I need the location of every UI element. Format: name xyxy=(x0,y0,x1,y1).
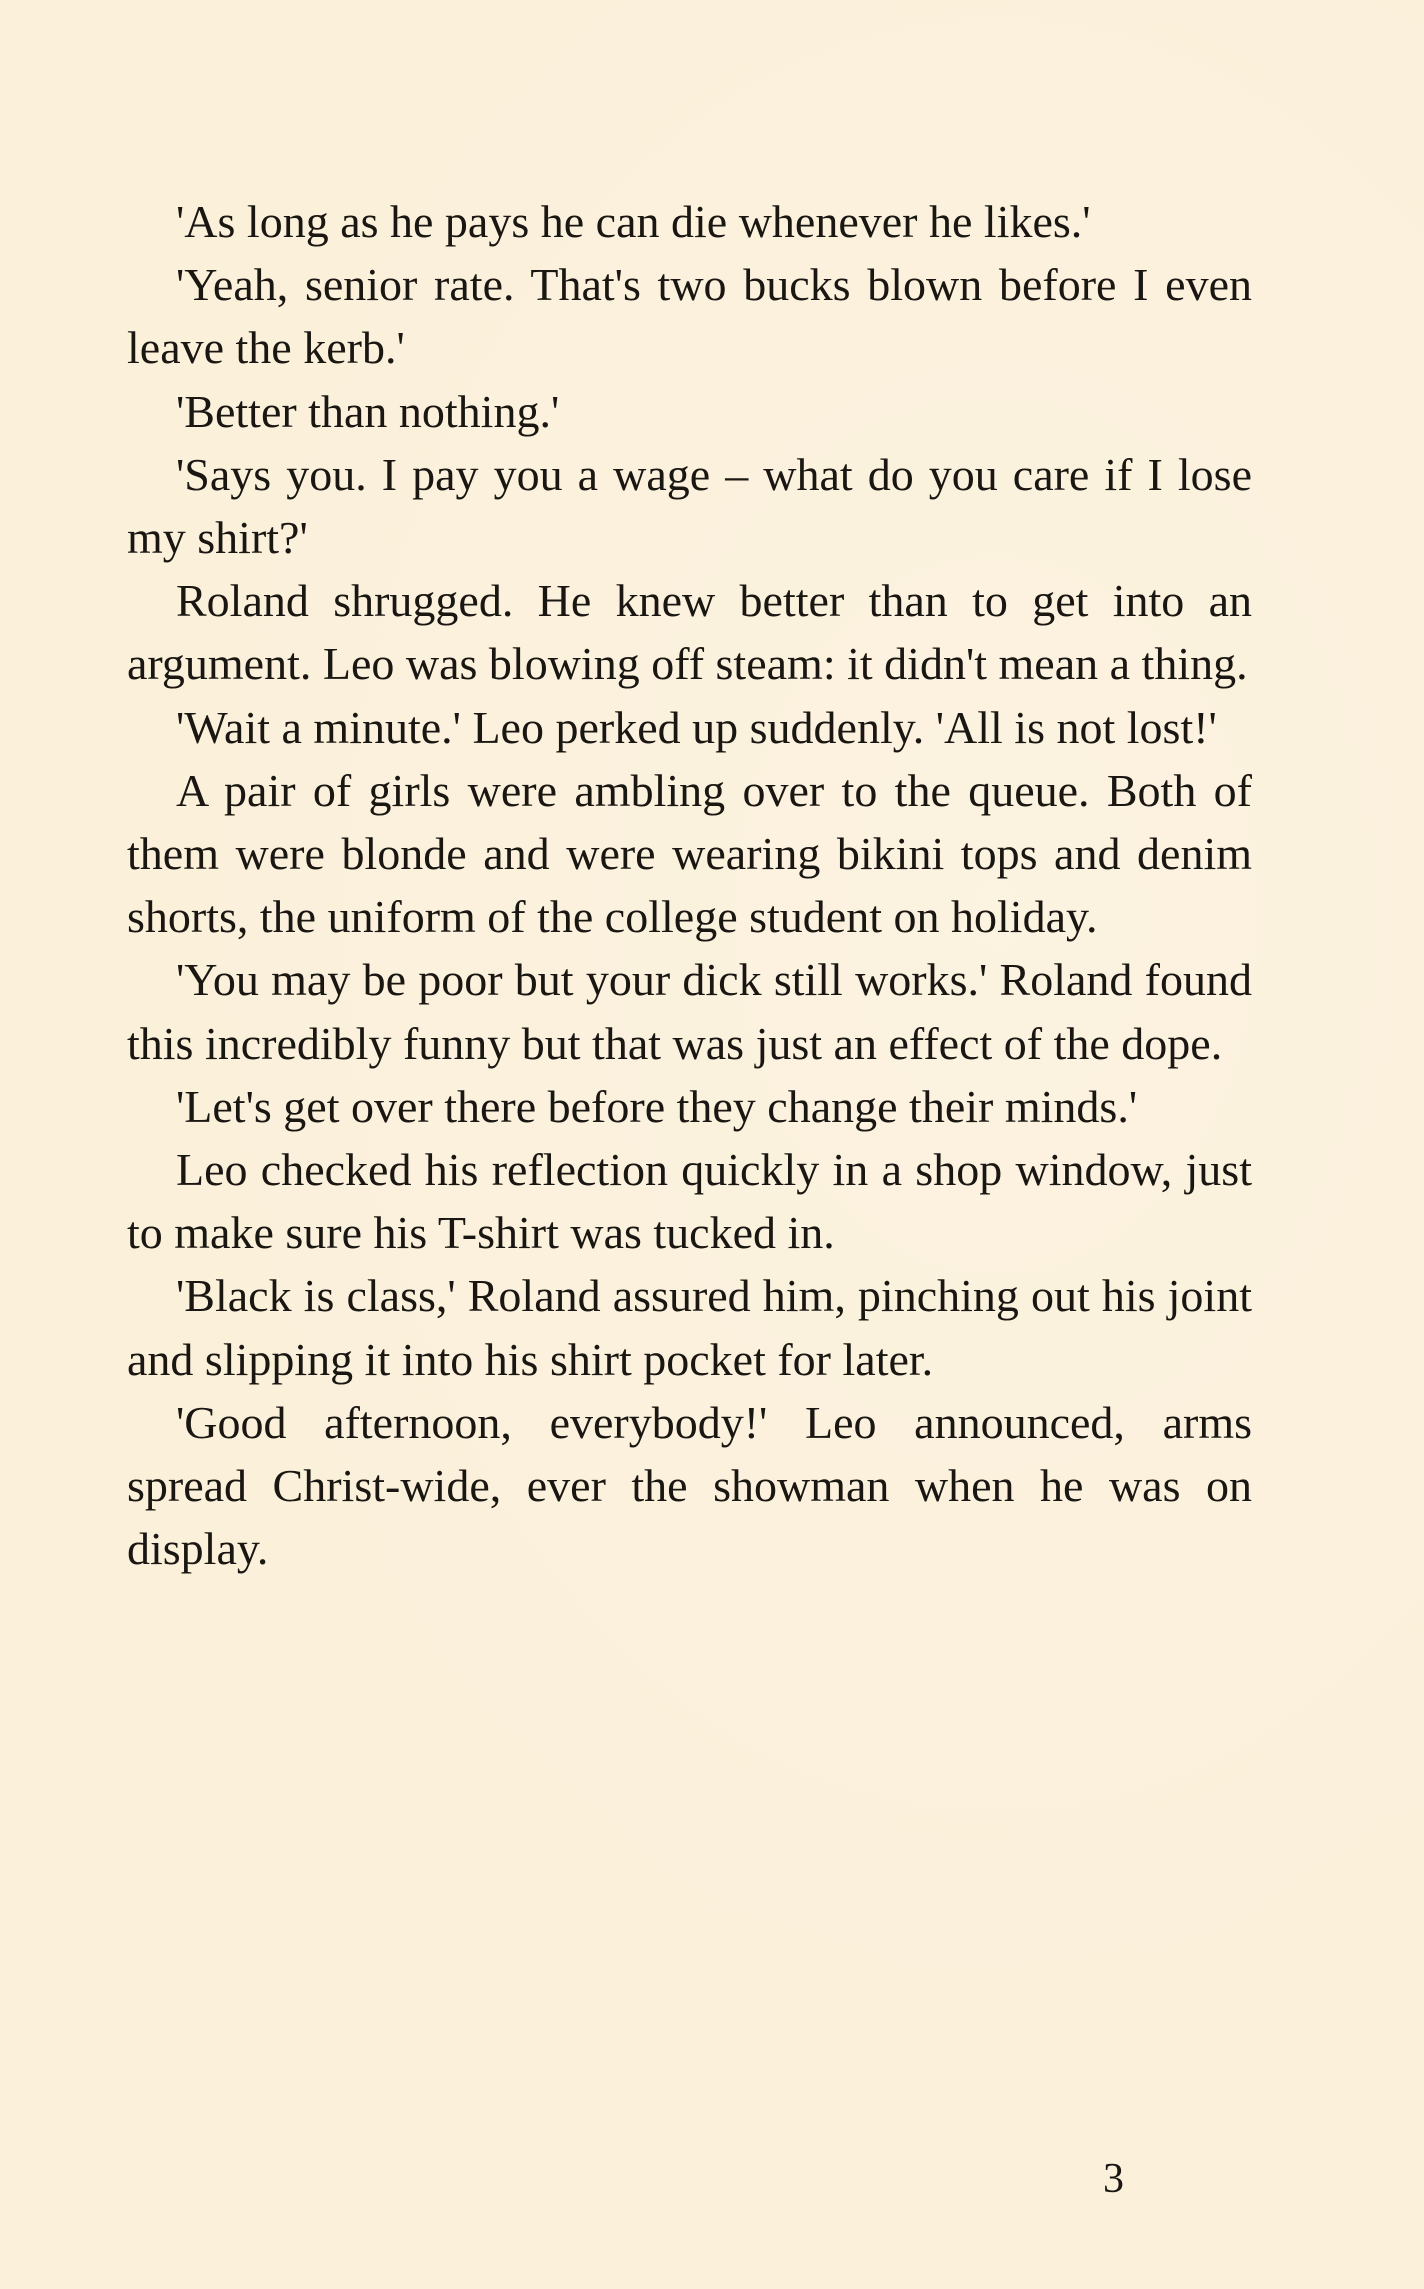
paragraph: 'As long as he pays he can die whenever he likes.' xyxy=(176,196,1091,247)
paragraph: 'Wait a minute.' Leo perked up suddenly. 'All is not lost!' xyxy=(176,701,1217,753)
paragraph: Leo checked his reflection quickly in a shop window, just to make sure his T-shirt was tucked in. xyxy=(127,1144,1252,1259)
body-text xyxy=(127,190,1252,1580)
paragraph: 'Let's get over there before they change their minds.' xyxy=(176,1080,1138,1132)
paragraph: 'Good afternoon, everybody!' Leo announced, arms spread Christ-wide, ever the showman when he was on display. xyxy=(127,1396,1252,1575)
paragraph: 'You may be poor but your dick still works.' Roland found this incredibly funny but that was just an effect of the dope. xyxy=(127,954,1252,1069)
paragraph: A pair of girls were ambling over to the queue. Both of them were blonde and were wearing bikini tops and denim shorts, the uniform of the college student on holiday. xyxy=(127,764,1252,943)
page-number: 3 xyxy=(1103,2156,1124,2202)
paragraph: 'Yeah, senior rate. That's two bucks blown before I even leave the kerb.' xyxy=(127,259,1252,374)
paragraph: 'Better than nothing.' xyxy=(176,385,560,437)
paragraph: 'Says you. I pay you a wage – what do you care if I lose my shirt?' xyxy=(127,448,1252,564)
paragraph: 'Black is class,' Roland assured him, pinching out his joint and slipping it into his shirt pocket for later. xyxy=(127,1270,1252,1385)
paragraph: Roland shrugged. He knew better than to get into an argument. Leo was blowing off steam: it didn't mean a thing. xyxy=(127,575,1252,690)
